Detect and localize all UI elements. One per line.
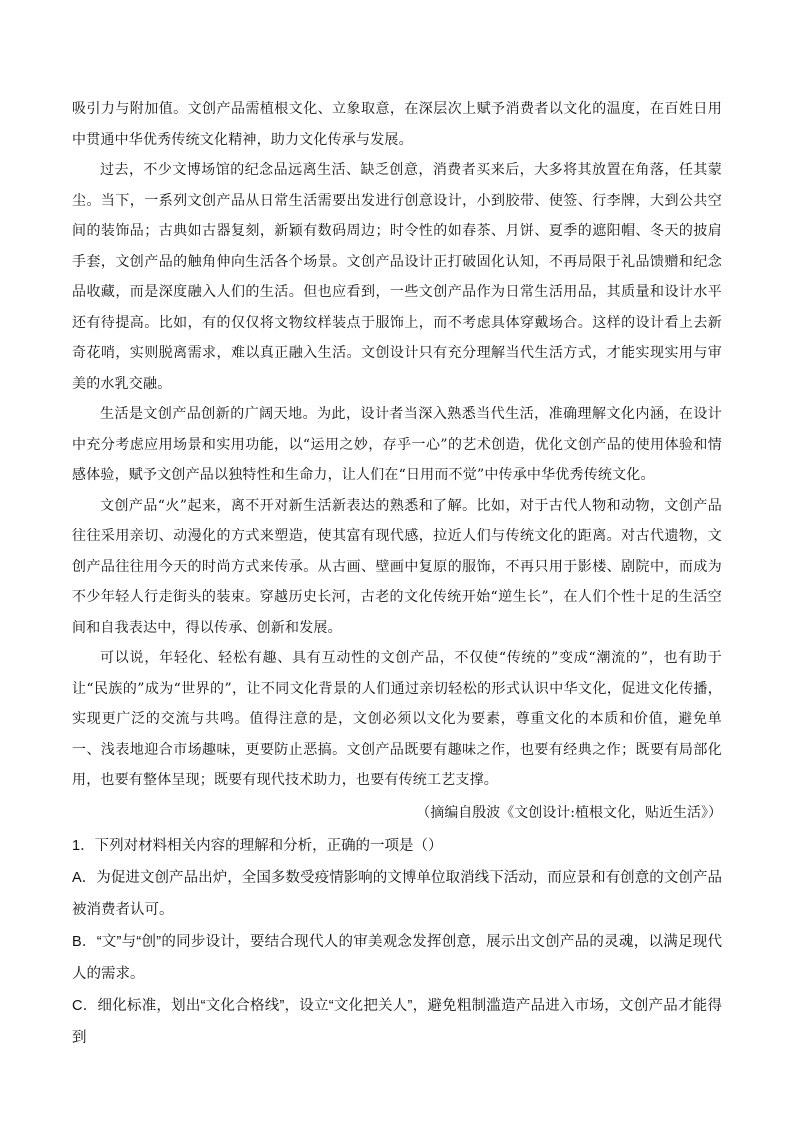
option-c: C．细化标准，划出“文化合格线”，设立“文化把关人”，避免粗制滥造产品进入市场，文创产品才能得到 — [72, 997, 722, 1046]
option-b: B．“文”与“创”的同步设计，要结合现代人的审美观念发挥创意，展示出文创产品的灵魂，以满足现代人的需求。 — [72, 933, 722, 982]
article-paragraph-4: 文创产品“火”起来，离不开对新生活新表达的熟悉和了解。比如，对于古代人物和动物，文创产品往往采用亲切、动漫化的方式来塑造，使其富有现代感，拉近人们与传统文化的距离。对古代遗物，文创产品往往用今天的时尚方式来传承。从古画、壁画中复原的服饰，不再只用于影楼、剧院中，而成为不少年轻人行走街头的装束。穿越历史长河，古老的文化传统开始“逆生长”，在人们个性十足的生活空间和自我表达中，得以传承、创新和发展。 — [72, 497, 722, 636]
article-body — [72, 94, 722, 796]
article-paragraph-5: 可以说，年轻化、轻松有趣、具有互动性的文创产品，不仅使“传统的”变成“潮流的”，也有助于让“民族的”成为“世界的”，让不同文化背景的人们通过亲切轻松的形式认识中华文化，促进文化传播，实现更广泛的交流与共鸣。值得注意的是，文创必须以文化为要素，尊重文化的本质和价值，避免单一、浅表地迎合市场趣味，更要防止恶搞。文创产品既要有趣味之作，也要有经典之作；既要有局部化用，也要有整体呈现；既要有现代技术助力，也要有传统工艺支撑。 — [72, 650, 722, 788]
article-paragraph-3: 生活是文创产品创新的广阔天地。为此，设计者当深入熟悉当代生活，准确理解文化内涵，在设计中充分考虑应用场景和实用功能，以“运用之妙，存乎一心”的艺术创造，优化文创产品的使用体验和情感体验，赋予文创产品以独特性和生命力，让人们在“日用而不觉”中传承中华优秀传统文化。 — [72, 406, 722, 483]
article-paragraph-2: 过去，不少文博场馆的纪念品远离生活、缺乏创意，消费者买来后，大多将其放置在角落，任其蒙尘。当下，一系列文创产品从日常生活需要出发进行创意设计，小到胶带、使签、行李牌，大到公共空间的装饰品；古典如古器复刻，新颖有数码周边；时令性的如春茶、月饼、夏季的遮阳帽、冬天的披肩手套，文创产品的触角伸向生活各个场景。文创产品设计正打破固化认知，不再局限于礼品馈赠和纪念品收藏，而是深度融入人们的生活。但也应看到，一些文创产品作为日常生活用品，其质量和设计水平还有待提高。比如，有的仅仅将文物纹样装点于服饰上，而不考虑具体穿戴场合。这样的设计看上去新奇花哨，实则脱离需求，难以真正融入生活。文创设计只有充分理解当代生活方式，才能实现实用与审美的水乳交融。 — [72, 162, 722, 392]
article-paragraph-1: 吸引力与附加值。文创产品需植根文化、立象取意，在深层次上赋予消费者以文化的温度，在百姓日用中贯通中华优秀传统文化精神，助力文化传承与发展。 — [72, 101, 722, 148]
question-block — [72, 830, 722, 1054]
question-stem: 1．下列对材料相关内容的理解和分析，正确的一项是（） — [72, 837, 443, 854]
option-a: A．为促进文创产品出炉，全国多数受疫情影响的文博单位取消线下活动，而应景和有创意的文创产品被消费者认可。 — [72, 869, 722, 918]
article-source-citation: （摘编自殷波《文创设计:植根文化，贴近生活》） — [416, 804, 722, 821]
